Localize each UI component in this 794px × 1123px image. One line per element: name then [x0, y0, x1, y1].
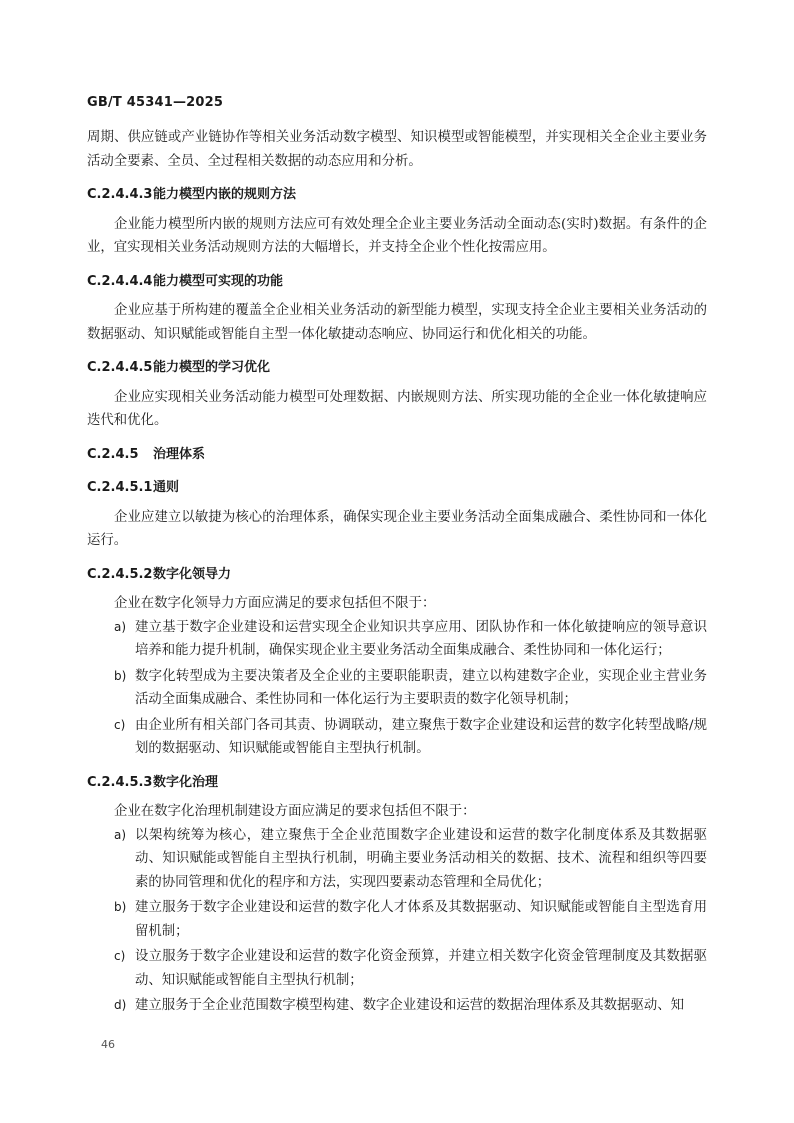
body-paragraph: 企业应建立以敏捷为核心的治理体系，确保实现企业主要业务活动全面集成融合、柔性协同和一体化运行。	[87, 509, 707, 548]
section-number: C.2.4.4.4	[87, 273, 153, 289]
section-title: 能力模型可实现的功能	[153, 273, 284, 289]
section-number: C.2.4.5	[87, 446, 139, 462]
list-item	[87, 994, 707, 1018]
list-item	[87, 714, 707, 761]
body-paragraph: 企业应实现相关业务活动能力模型可处理数据、内嵌规则方法、所实现功能的全企业一体化敏捷响应迭代和优化。	[87, 389, 707, 428]
page-number: 46	[101, 1038, 115, 1051]
section-heading	[87, 563, 707, 587]
document-body	[87, 126, 707, 1020]
body-paragraph: 企业在数字化领导力方面应满足的要求包括但不限于：	[114, 596, 436, 611]
standard-code-header: GB/T 45341—2025	[87, 95, 224, 110]
list-item-text: 设立服务于数字企业建设和运营的数字化资金预算，并建立相关数字化资金管理制度及其数据驱动、知识赋能或智能自主型执行机制；	[135, 949, 707, 988]
body-paragraph: 企业应基于所构建的覆盖全企业相关业务活动的新型能力模型，实现支持全企业主要相关业务活动的数据驱动、知识赋能或智能自主型一体化敏捷动态响应、协同运行和优化相关的功能。	[87, 303, 707, 342]
section-title: 数字化治理	[153, 774, 219, 790]
list-item-text: 建立服务于全企业范围数字模型构建、数字企业建设和运营的数据治理体系及其数据驱动、知	[135, 998, 685, 1013]
list-item-marker: c)	[114, 717, 126, 732]
list-item	[87, 665, 707, 712]
section-title: 治理体系	[153, 446, 206, 462]
section-heading	[87, 771, 707, 795]
body-paragraph: 周期、供应链或产业链协作等相关业务活动数字模型、知识模型或智能模型，并实现相关全企业主要业务活动全要素、全员、全过程相关数据的动态应用和分析。	[87, 130, 707, 169]
list-item-marker: b)	[114, 668, 127, 683]
section-title: 能力模型的学习优化	[153, 360, 271, 375]
section-number: C.2.4.4.3	[87, 187, 153, 202]
list-item-text: 由企业所有相关部门各司其责、协调联动，建立聚焦于数字企业建设和运营的数字化转型战略/规划的数据驱动、知识赋能或智能自主型执行机制。	[135, 717, 707, 756]
requirement-list	[87, 824, 707, 1018]
list-item	[87, 616, 707, 663]
section-title: 数字化领导力	[153, 566, 232, 582]
section-number: C.2.4.5.2	[87, 566, 153, 582]
list-item-marker: a)	[114, 827, 127, 842]
list-item-text: 以架构统筹为核心，建立聚焦于全企业范围数字企业建设和运营的数字化制度体系及其数据驱动、知识赋能或智能自主型执行机制，明确主要业务活动相关的数据、技术、流程和组织等四要素的协同管理和优化的程序和方法，实现四要素动态管理和全局优化；	[135, 827, 707, 890]
list-item-marker: c)	[114, 949, 126, 963]
list-item-marker: d)	[114, 998, 127, 1012]
section-heading	[87, 476, 707, 500]
section-title: 通则	[153, 480, 180, 495]
list-item-text: 数字化转型成为主要决策者及全企业的主要职能职责，建立以构建数字企业，实现企业主营业务活动全面集成融合、柔性协同和一体化运行为主要职责的数字化领导机制；	[135, 668, 707, 707]
list-item-marker: b)	[114, 900, 127, 914]
section-heading	[87, 183, 707, 207]
body-paragraph: 企业能力模型所内嵌的规则方法应可有效处理全企业主要业务活动全面动态(实时)数据。有条件的企业，宜实现相关业务活动规则方法的大幅增长，并支持全企业个性化按需应用。	[87, 216, 707, 255]
list-item-text: 建立基于数字企业建设和运营实现全企业知识共享应用、团队协作和一体化敏捷响应的领导意识培养和能力提升机制，确保实现企业主要业务活动全面集成融合、柔性协同和一体化运行；	[135, 619, 707, 658]
section-heading	[87, 443, 707, 467]
body-paragraph: 企业在数字化治理机制建设方面应满足的要求包括但不限于：	[114, 804, 476, 819]
list-item	[87, 824, 707, 895]
section-title: 能力模型内嵌的规则方法	[153, 187, 297, 202]
requirement-list	[87, 616, 707, 761]
section-number: C.2.4.5.3	[87, 774, 153, 790]
list-item-marker: a)	[114, 619, 127, 634]
list-item	[87, 896, 707, 943]
list-item	[87, 945, 707, 992]
section-number: C.2.4.4.5	[87, 360, 153, 375]
section-heading	[87, 270, 707, 294]
list-item-text: 建立服务于数字企业建设和运营的数字化人才体系及其数据驱动、知识赋能或智能自主型选育用留机制；	[135, 900, 707, 939]
section-number: C.2.4.5.1	[87, 480, 153, 495]
section-heading	[87, 356, 707, 380]
